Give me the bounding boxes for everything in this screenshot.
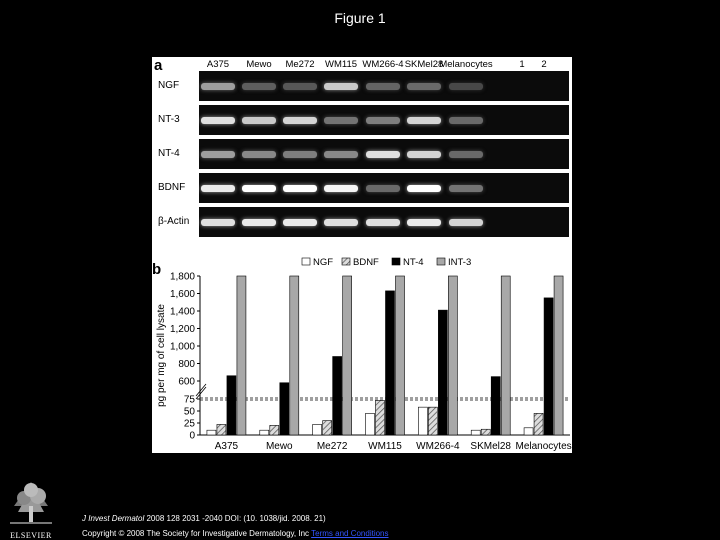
bar-nt-4 — [491, 377, 500, 435]
bar-nt-4 — [333, 357, 342, 436]
lane-label: Melanocytes — [439, 59, 493, 70]
bar-chart — [152, 57, 572, 453]
y-axis-title: pg per mg of cell lysate — [156, 304, 167, 407]
bar-nt-4 — [227, 376, 236, 435]
bar-nt-4 — [438, 310, 447, 435]
terms-and-conditions-link[interactable]: Terms and Conditions — [311, 529, 389, 538]
bar-nt-3 — [343, 276, 352, 435]
bar-ngf — [207, 430, 216, 435]
bar-ngf — [524, 428, 533, 435]
bar-bdnf — [376, 400, 385, 435]
citation-details: 2008 128 2031 -2040 DOI: (10. 1038/jid. 2008. 21) — [144, 514, 326, 523]
gene-label: NT-3 — [158, 114, 180, 125]
bar-ngf — [471, 430, 480, 435]
bar-ngf — [418, 407, 427, 435]
bar-bdnf — [481, 429, 490, 435]
legend-swatch — [392, 258, 400, 265]
legend-swatch — [437, 258, 445, 265]
bar-ngf — [366, 413, 375, 435]
bar-bdnf — [217, 424, 226, 435]
bar-nt-3 — [448, 276, 457, 435]
legend-label: NT-4 — [403, 257, 424, 268]
bar-bdnf — [270, 425, 279, 435]
x-tick-label: WM266-4 — [416, 441, 460, 452]
y-tick-label: 1,800 — [169, 271, 195, 283]
bar-nt-3 — [501, 276, 510, 435]
x-tick-label: SKMel28 — [470, 441, 512, 452]
legend-label: NGF — [313, 257, 334, 268]
lane-label: WM266-4 — [362, 59, 404, 70]
lane-label: Me272 — [285, 59, 315, 70]
bar-nt-4 — [386, 291, 395, 435]
bar-ngf — [260, 430, 269, 435]
gene-label: β-Actin — [158, 216, 190, 227]
lane-label: Mewo — [246, 59, 272, 70]
gene-label: NGF — [158, 80, 180, 91]
bar-nt-3 — [237, 276, 246, 435]
copyright-text: Copyright © 2008 The Society for Investigative Dermatology, Inc — [82, 529, 312, 538]
x-tick-label: WM115 — [368, 441, 402, 452]
lane-label: 2 — [541, 59, 547, 70]
lane-label: 1 — [519, 59, 525, 70]
gene-label: NT-4 — [158, 148, 180, 159]
bar-nt-4 — [544, 298, 553, 435]
y-tick-label: 75 — [183, 394, 195, 406]
bar-bdnf — [323, 421, 332, 435]
x-tick-label: Me272 — [316, 441, 348, 452]
y-tick-label: 1,400 — [169, 306, 195, 318]
y-tick-label: 600 — [178, 376, 195, 388]
bar-bdnf — [534, 413, 543, 435]
bar-nt-3 — [396, 276, 405, 435]
lane-label: A375 — [206, 59, 230, 70]
panel-a-label: a — [154, 57, 163, 74]
legend-swatch — [302, 258, 310, 265]
lane-label: WM115 — [324, 59, 358, 70]
axis-break-mark — [196, 387, 206, 399]
citation-line — [82, 514, 326, 523]
y-tick-label: 25 — [183, 418, 195, 430]
journal-name: J Invest Dermatol — [82, 514, 145, 523]
x-tick-label: A375 — [214, 441, 239, 452]
slide-title: Figure 1 — [334, 10, 386, 26]
legend-label: BDNF — [353, 257, 379, 268]
legend-swatch — [342, 258, 350, 265]
bar-nt-3 — [554, 276, 563, 435]
figure-panel — [152, 57, 572, 453]
y-tick-label: 1,200 — [169, 324, 195, 335]
legend-label: INT-3 — [448, 257, 472, 268]
y-tick-label: 50 — [183, 406, 195, 418]
elsevier-logo — [4, 476, 58, 538]
axis-break-mark — [196, 384, 206, 396]
copyright-line — [82, 529, 389, 538]
x-tick-label: Melanocytes — [515, 441, 572, 452]
bar-bdnf — [428, 407, 437, 435]
gene-label: BDNF — [158, 182, 186, 193]
y-tick-label: 0 — [189, 430, 195, 442]
bar-nt-4 — [280, 383, 289, 435]
x-tick-label: Mewo — [265, 441, 293, 452]
lane-label: SKMel28 — [404, 59, 444, 70]
bar-ngf — [313, 424, 322, 435]
publisher-name: ELSEVIER — [10, 531, 52, 540]
bar-nt-3 — [290, 276, 299, 435]
y-tick-label: 1,600 — [169, 289, 195, 300]
y-tick-label: 1,000 — [169, 341, 195, 353]
panel-b-label: b — [152, 261, 162, 278]
y-tick-label: 800 — [178, 359, 195, 370]
tree-icon — [4, 476, 58, 526]
